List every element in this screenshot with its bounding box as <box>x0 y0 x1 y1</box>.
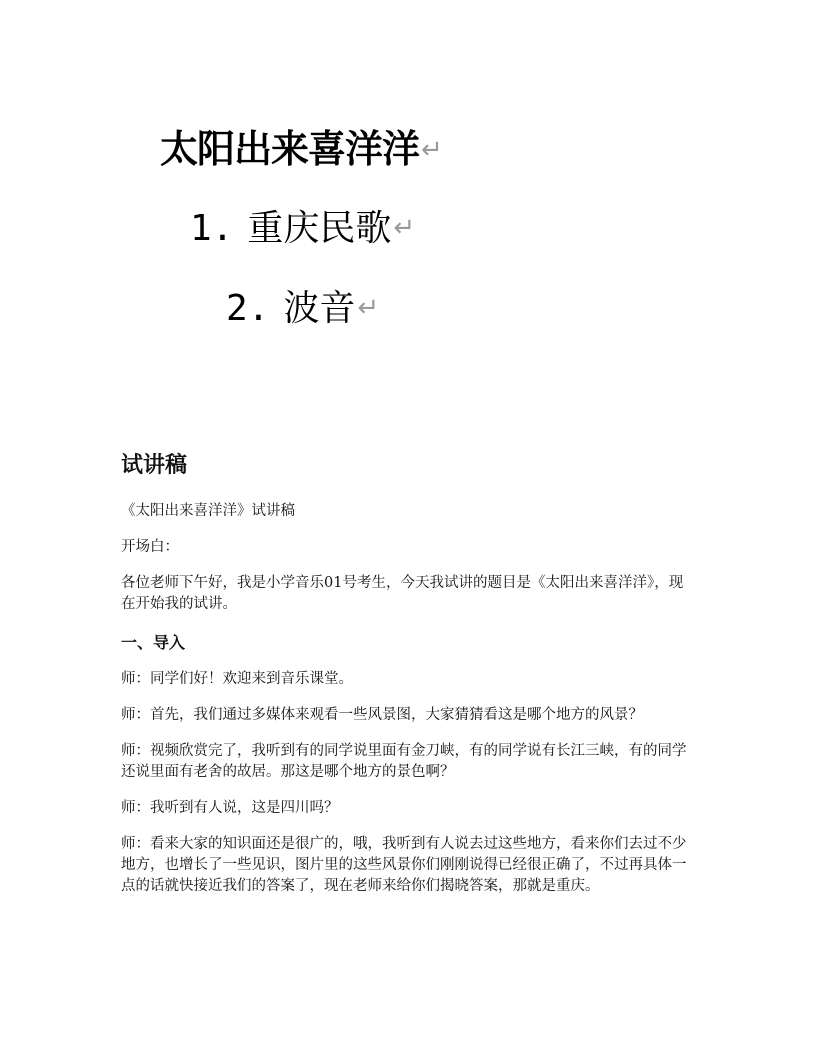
image-title-text: 太阳出来喜洋洋 <box>160 127 420 171</box>
dialogue-paragraph: 师：我听到有人说，这是四川吗？ <box>121 800 339 816</box>
item-text: 波音 <box>283 288 356 329</box>
dialogue-paragraph: 师：首先，我们通过多媒体来观看一些风景图，大家猜猜看这是哪个地方的风景？ <box>121 707 643 723</box>
paragraph-return-icon: ↵ <box>393 213 416 243</box>
document-body <box>121 448 697 912</box>
dialogue-paragraph: 师：视频欣赏完了，我听到有的同学说里面有金刀峡，有的同学说有长江三峡，有的同学还说里面有老舍的故居。那这是哪个地方的景色啊？ <box>121 743 687 780</box>
dialogue-paragraph: 师：同学们好！欢迎来到音乐课堂。 <box>121 671 353 687</box>
item-number: 1. <box>190 208 234 249</box>
section-heading-intro: 一、导入 <box>121 633 186 652</box>
embedded-image-item-1 <box>190 200 415 251</box>
item-number: 2. <box>226 288 270 329</box>
paragraph-return-icon: ↵ <box>421 135 442 165</box>
item-text: 重庆民歌 <box>247 208 392 249</box>
document-heading: 试讲稿 <box>121 453 188 478</box>
paragraph-return-icon: ↵ <box>357 293 380 323</box>
embedded-image-item-2 <box>226 280 379 331</box>
opening-paragraph: 各位老师下午好，我是小学音乐01号考生，今天我试讲的题目是《太阳出来喜洋洋》，现在开始我的试讲。 <box>121 575 684 612</box>
opening-label: 开场白： <box>121 539 179 555</box>
document-title-line: 《太阳出来喜洋洋》试讲稿 <box>121 503 295 519</box>
dialogue-paragraph: 师：看来大家的知识面还是很广的，哦，我听到有人说去过这些地方，看来你们去过不少地方，也增长了一些见识，图片里的这些风景你们刚刚说得已经很正确了，不过再具体一点的话就快接近我们的答案了，现在老师来给你们揭晓答案，那就是重庆。 <box>121 836 687 894</box>
embedded-image-title <box>160 118 442 173</box>
